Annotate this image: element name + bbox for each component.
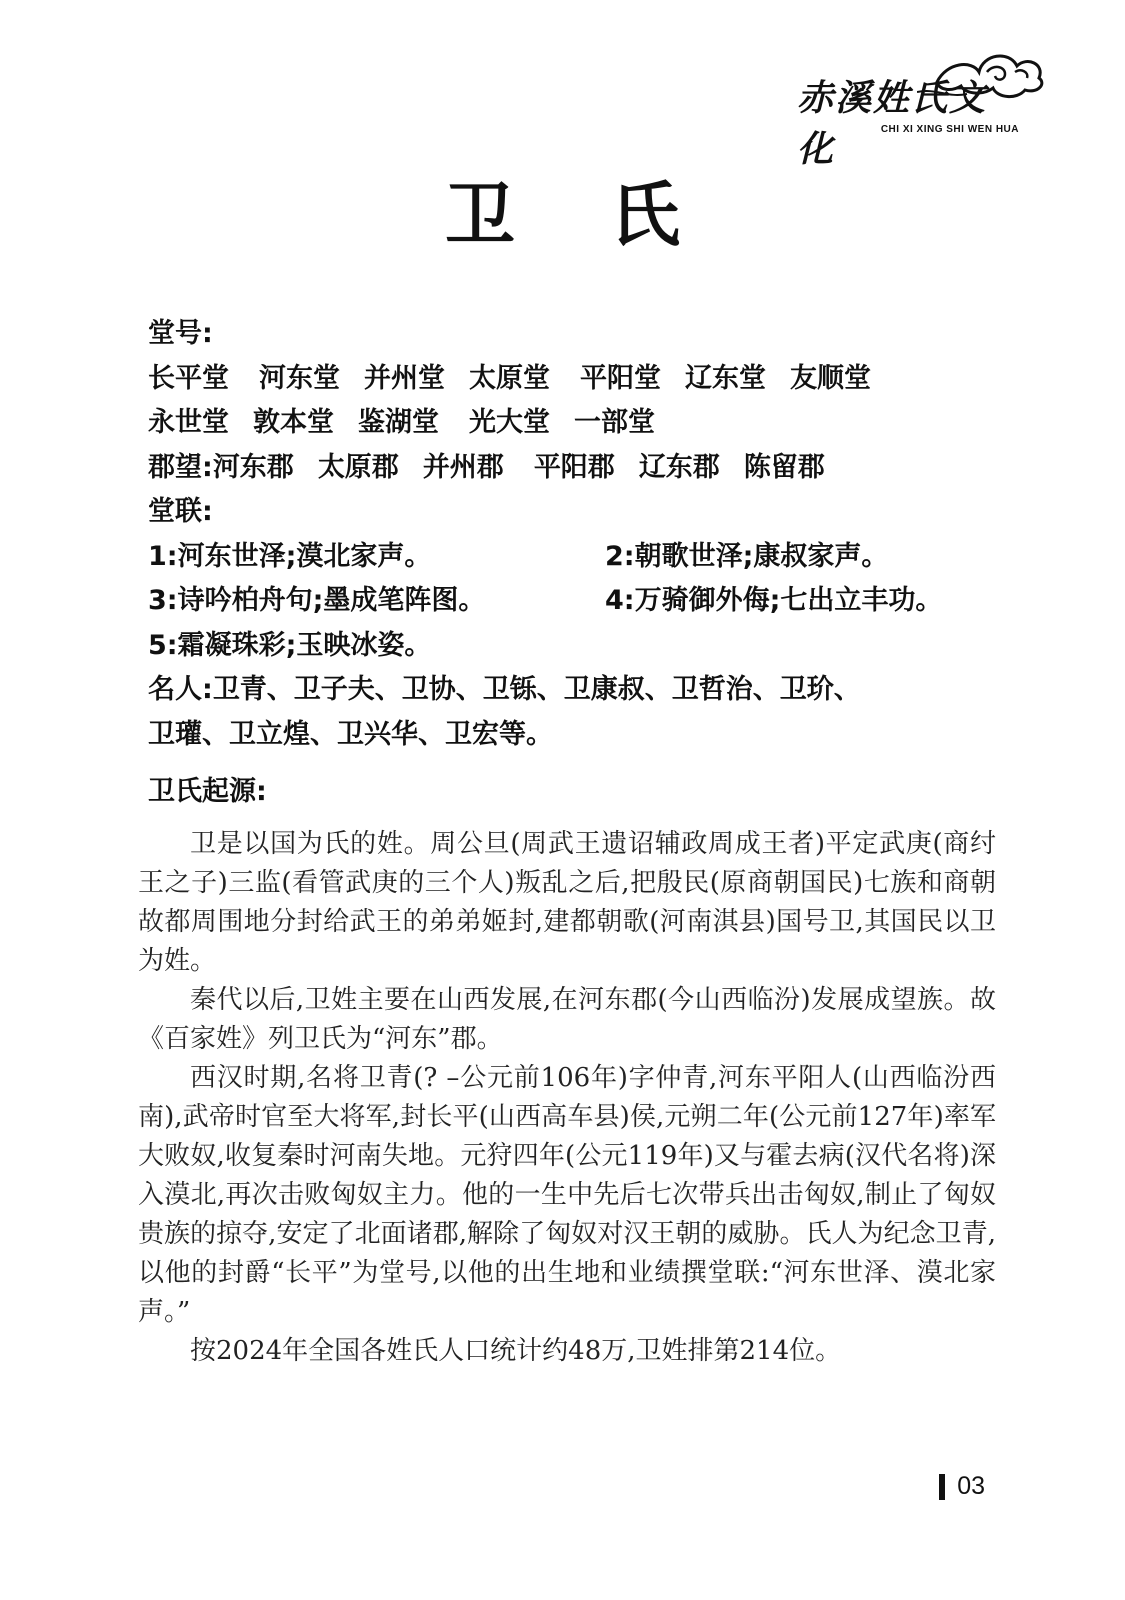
tanghao-item: 并州堂 [364,362,445,394]
junwang-item: 陈留郡 [743,451,825,483]
junwang-item: 辽东郡 [638,451,720,483]
tanghao-item: 光大堂 [469,407,550,438]
tanghao-item: 永世堂 [148,407,229,438]
junwang-item: 并州郡 [422,451,504,483]
tanglian-item: 2:朝歌世泽;康叔家声。 [605,540,889,572]
junwang-item: 平阳郡 [533,451,615,483]
page-number [939,1472,985,1501]
header-logo [797,42,1047,170]
tanghao-item: 河东堂 [259,362,340,394]
tanglian-item: 4:万骑御外侮;七出立丰功。 [605,585,943,616]
tanglian-item: 3:诗吟柏舟句;墨成笔阵图。 [148,585,486,616]
surname-info [148,312,1028,757]
tanghao-item: 一部堂 [574,407,655,438]
tanglian-label: 堂联: [148,496,213,527]
tanghao-row-2 [148,401,1028,446]
junwang-label: 郡望: [148,451,213,483]
tanghao-item: 平阳堂 [580,362,661,394]
origin-paragraph: 秦代以后,卫姓主要在山西发展,在河东郡(今山西临汾)发展成望族。故《百家姓》列卫氏为“河东”郡。 [138,985,996,1054]
junwang-row [148,446,1028,491]
tanglian-item: 1:河东世泽;漠北家声。 [148,540,432,572]
tanghao-item: 太原堂 [469,362,550,394]
origin-heading: 卫氏起源: [148,776,267,807]
tanglian-row-2 [148,579,1028,624]
tanghao-item: 友顺堂 [790,362,871,394]
tanglian-row-3 [148,624,1028,669]
junwang-item: 太原郡 [317,451,399,483]
page-marker-bar [939,1474,945,1500]
mingren-row-2: 卫瓘、卫立煌、卫兴华、卫宏等。 [148,718,553,750]
tanghao-item: 敦本堂 [253,407,334,438]
junwang-item: 河东郡 [212,451,294,483]
origin-body [138,825,996,1371]
origin-paragraph: 按2024年全国各姓氏人口统计约48万,卫姓排第214位。 [190,1336,842,1366]
tanghao-row-1 [148,357,1028,402]
origin-paragraph: 卫是以国为氏的姓。周公旦(周武王遗诏辅政周成王者)平定武庚(商纣王之子)三监(看管武庚的三个人)叛乱之后,把殷民(原商朝国民)七族和商朝故都周围地分封给武王的弟弟姬封,建都朝歌(河南淇县)国号卫,其国民以卫为姓。 [138,829,996,976]
mingren-label: 名人: [148,674,213,705]
tanglian-item: 5:霜凝珠彩;玉映冰姿。 [148,629,432,661]
tanghao-item: 鉴湖堂 [358,407,439,438]
mingren-row-1 [148,668,1028,713]
mingren-list: 卫青、卫子夫、卫协、卫铄、卫康叔、卫哲治、卫玠、 [212,674,861,705]
origin-paragraph: 西汉时期,名将卫青(? –公元前106年)字仲青,河东平阳人(山西临汾西南),武帝时官至大将军,封长平(山西高车县)侯,元朔二年(公元前127年)率军大败奴,收复秦时河南失地。元狩四年(公元119年)又与霍去病(汉代名将)深入漠北,再次击败匈奴主力。他的一生中先后七次带兵出击匈奴,制止了匈奴贵族的掠夺,安定了北面诸郡,解除了匈奴对汉王朝的威胁。氏人为纪念卫青,以他的封爵“长平”为堂号,以他的出生地和业绩撰堂联:“河东世泽、漠北家声。” [138,1063,996,1327]
logo-title: 赤溪姓氏文化 [797,77,988,170]
tanghao-item: 辽东堂 [685,362,766,394]
logo-subtitle: CHI XI XING SHI WEN HUA [880,124,1019,135]
tanghao-label: 堂号: [148,318,213,349]
page-title: 卫氏 [445,173,775,256]
tanglian-row-1 [148,535,1028,580]
page-number-text: 03 [957,1472,985,1500]
tanghao-item: 长平堂 [148,362,229,394]
